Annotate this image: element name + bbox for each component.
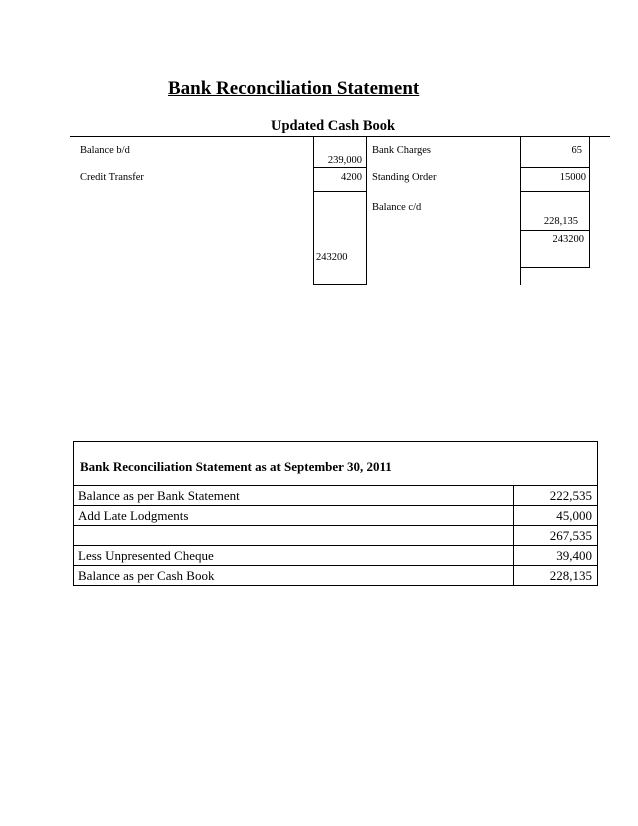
rec-label-late-lodgments: Add Late Lodgments	[78, 508, 189, 523]
debit-amount-right-border	[366, 137, 367, 285]
credit-label-bank-charges: Bank Charges	[372, 145, 432, 156]
rec-bottom-border	[73, 585, 598, 586]
debit-amount-credit-transfer: 4200	[341, 172, 362, 183]
credit-label-balance-cd: Balance c/d	[372, 202, 422, 213]
cash-book-heading: Updated Cash Book	[271, 118, 396, 134]
credit-row1-rule	[520, 167, 590, 168]
rec-row-divider-4	[73, 545, 598, 546]
debit-total-rule	[313, 284, 367, 285]
rec-amount-bank-statement: 222,535	[549, 488, 592, 503]
debit-total: 243200	[316, 252, 348, 263]
rec-amount-cash-book: 228,135	[549, 568, 592, 583]
debit-label-credit-transfer: Credit Transfer	[80, 172, 144, 183]
credit-amount-balance-cd: 228,135	[543, 216, 578, 227]
debit-label-balance-bd: Balance b/d	[80, 145, 130, 156]
credit-total-rule	[520, 267, 590, 268]
rec-amount-subtotal: 267,535	[549, 528, 592, 543]
rec-label-unpresented-cheque: Less Unpresented Cheque	[78, 548, 214, 563]
page-title: Bank Reconciliation Statement	[168, 78, 420, 99]
cash-book-top-rule	[70, 136, 610, 137]
credit-amount-standing-order: 15000	[559, 172, 586, 183]
rec-top-border	[73, 441, 598, 442]
rec-row-divider-1	[73, 485, 598, 486]
rec-amount-unpresented-cheque: 39,400	[556, 548, 592, 563]
rec-row-divider-2	[73, 505, 598, 506]
rec-label-cash-book: Balance as per Cash Book	[78, 568, 215, 583]
credit-amount-left-border	[520, 137, 521, 285]
debit-row2-rule	[313, 191, 367, 192]
rec-row-divider-5	[73, 565, 598, 566]
debit-amount-balance-bd: 239,000	[327, 155, 362, 166]
credit-total: 243200	[552, 234, 584, 245]
credit-label-standing-order: Standing Order	[372, 172, 437, 183]
rec-heading: Bank Reconciliation Statement as at September 30, 2011	[80, 459, 392, 474]
credit-amount-right-border	[589, 137, 590, 268]
credit-row2-rule	[520, 191, 590, 192]
rec-row-divider-3	[73, 525, 598, 526]
credit-amount-bank-charges: 65	[571, 145, 582, 156]
rec-amount-late-lodgments: 45,000	[556, 508, 592, 523]
debit-row1-rule	[313, 167, 367, 168]
credit-row3-rule	[520, 230, 590, 231]
rec-label-bank-statement: Balance as per Bank Statement	[78, 488, 240, 503]
